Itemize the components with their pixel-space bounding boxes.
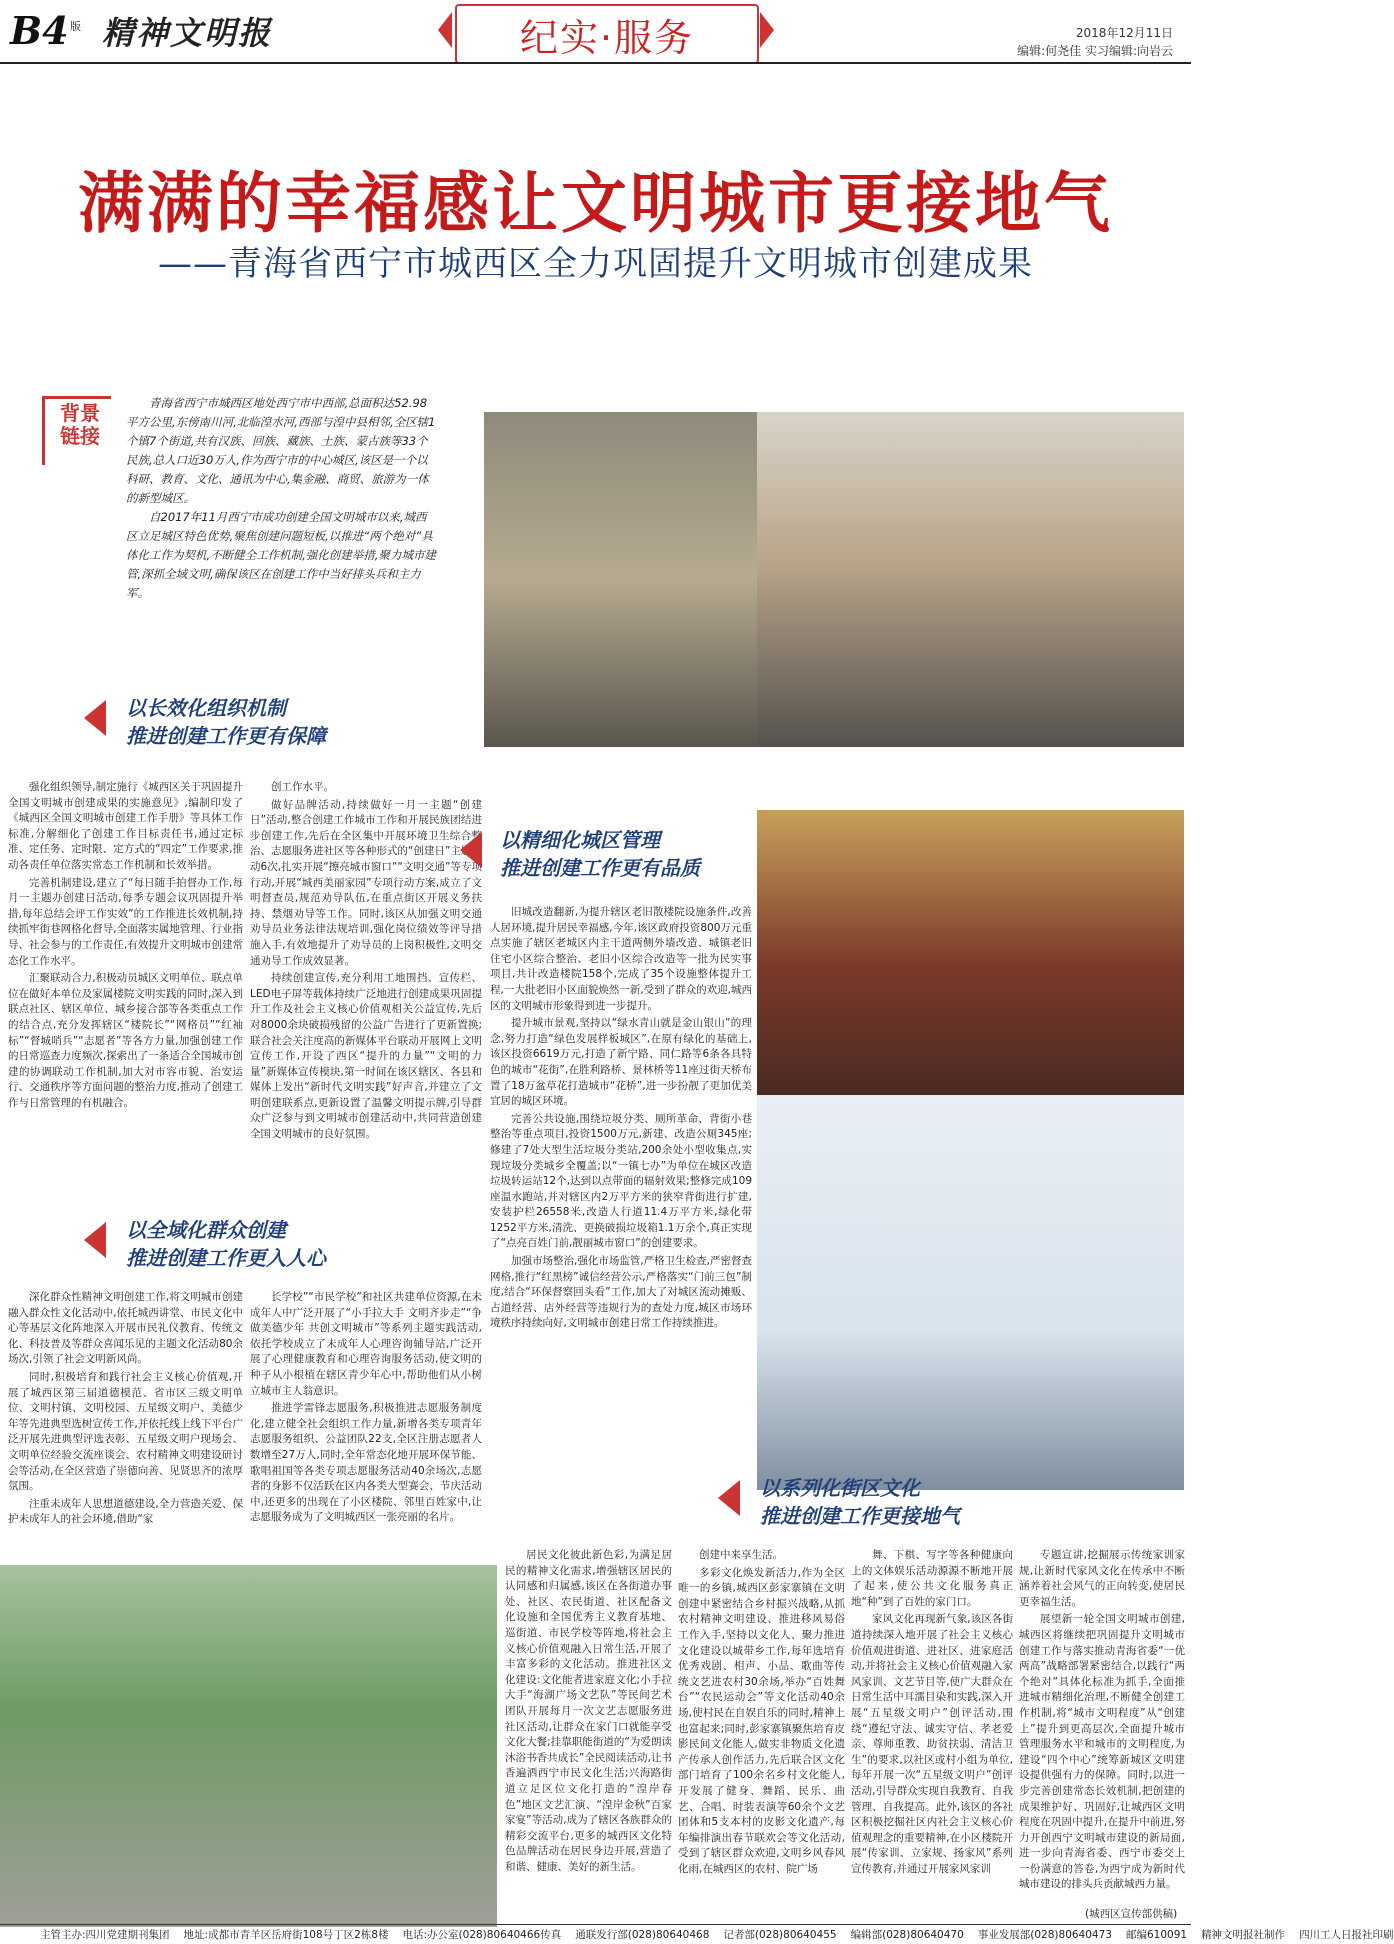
sec4-col2 [678,1548,845,1920]
paragraph: 多彩文化焕发新活力,作为全区唯一的乡镇,城西区彭家寨镇在文明创建中紧密结合乡村振兴战略,从抓农村精神文明建设、推进移风易俗工作入手,坚持以文化人、聚力推进文化建设以城带乡工作,每年选培育优秀戏剧、相声、小品、歌曲等传统文艺进农村30余场,举办“百姓舞台”“农民运动会”等文化活动40余场,使村民在自娱自乐的同时,精神上也富起来;同时,彭家寨镇聚焦培育皮影民间文化能人,做实非物质文化遗产传承人创作活力,先后联合区文化部门培育了100余名乡村文化能人,开发展了健身、舞蹈、民乐、曲艺、合唱、时装表演等60余个文艺团体和5支本村的皮影文化遗产,每年编排演出春节联欢会等文化活动,受到了辖区群众欢迎,文明乡风春风化雨,在城西区的农村、院广场 [678,1566,845,1875]
subtitle: ——青海省西宁市城西区全力巩固提升文明城市创建成果 [158,244,1033,284]
footer-item: 四川工人日报社印刷 [1299,1929,1394,1941]
sec1-col1 [8,780,243,1265]
paragraph: 加强市场整治,强化市场监管,严格卫生检查,严密督查网格,推行“红黑榜”诚信经营公示,严格落实“门前三包”制度,结合“环保督察回头看”工作,加大了对城区流动摊贩、占道经营、店外经营等违规行为的查处力度,城区市场环境秩序持续向好,文明城市创建日常工作持续推进。 [490,1255,753,1330]
paragraph: 注重未成年人思想道德建设,全力营造关爱、保护未成年人的社会环境,借助“家 [8,1497,243,1526]
photo-stage-performance [757,810,1184,1095]
footer-item: 主管主办:四川党建期刊集团 [40,1929,170,1941]
subhead-1 [126,694,326,750]
left-triangle-icon [438,12,452,48]
footer-item: 编辑部(028)80640470 [850,1929,964,1941]
subhead-2 [500,826,700,882]
footer-item: 邮编610091 [1125,1929,1188,1941]
photo-workers-table [757,412,1184,747]
background-paragraph: 自2017年11月西宁市成功创建全国文明城市以来,城西区立足城区特色优势,聚焦创建问题短板,以推进“两个绝对”具体化工作为契机,不断健全工作机制,强化创建举措,聚力城市建管,深抓全域文明,确保该区在创建工作中当好排头兵和主力军。 [126,510,436,600]
paragraph: 深化群众性精神文明创建工作,将文明城市创建融入群众性文化活动中,依托城西讲堂、市民文化中心等基层文化阵地深入开展市民礼仪教育、传统文化、科技普及等群众喜闻乐见的主题文化活动80余场次,引领了社会文明新风尚。 [8,1291,243,1366]
sec2-col1 [490,905,752,1530]
paragraph: 提升城市景观,坚持以“绿水青山就是金山银山”的理念,努力打造“绿色发展样板城区”,在原有绿化的基础上,该区投资6619万元,打造了新宁路、同仁路等6条各具特色的城市“花街”,在胜利路桥、景林桥等11座过街天桥布置了18万盆草花打造城市“花桥”,进一步扮靓了更加优美宜居的城区环境。 [490,1017,752,1108]
paragraph: 舞、下棋、写字等各种健康向上的文体娱乐活动源源不断地开展了起来,使公共文化服务真正地“种”到了百姓的家门口。 [851,1549,1013,1608]
footer-item: 通联发行部(028)80640468 [575,1929,710,1941]
footer-item: 事业发展部(028)80640473 [977,1929,1112,1941]
sec3-col1 [8,1290,243,1560]
paragraph: 展望新一轮全国文明城市创建,城西区将继续把巩固提升文明城市创建工作与落实推动青海省委“一优两高”战略部署紧密结合,以践行“两个绝对”具体化标准为抓手,全面推进城市精细化治理,不断健全创建工作机制,将“城市文明程度”从“创建上”提升到更高层次,全面提升城市管理服务水平和城市的文明程度,为建设“四个中心”统筹新城区文明建设提供强有力的保障。同时,以进一步完善创建常态长效机制,把创建的成果维护好、巩固好,让城西区文明程度在巩固中提升,在提升中前进,努力开创西宁文明城市建设的新局面,进一步向青海省委、西宁市委交上一份满意的答卷,为西宁成为新时代城市建设的排头兵贡献城西力量。 [1019,1613,1185,1891]
paragraph: 推进学雷锋志愿服务,积极推进志愿服务制度化,建立健全社会组织工作力量,新增各类专项青年志愿服务组织、公益团队22支,全区注册志愿者人数增至27万人,同时,全年常态化地开展环保节能、歌唱祖国等各类专项志愿服务活动40余场次,志愿者的身影不仅活跃在区内各类大型赛会、节庆活动中,还更多的出现在了小区楼院、邻里百姓家中,让志愿服务成为了文明城西区一张亮丽的名片。 [250,1402,482,1524]
paragraph: 专题宣讲,挖掘展示传统家训家规,让新时代家风文化在传承中不断涵养着社会风气的正向转变,使居民更幸福生活。 [1019,1549,1185,1608]
paragraph: 同时,积极培育和践行社会主义核心价值观,开展了城西区第三届道德模范、省市区三级文明单位、文明村镇、文明校园、五星级文明户、美德少年等先进典型选树宣传工作,并依托线上线下平台广泛开展先进典型评选表彰、五星级文明户现场会、文明单位经验交流座谈会、农村精神文明建设研讨会等活动,在全区营造了崇德向善、见贤思齐的浓厚氛围。 [8,1370,243,1493]
red-arrow-icon [84,700,106,736]
subhead-line: 推进创建工作更入人心 [126,1246,326,1270]
subhead-line: 以系列化街区文化 [760,1476,920,1500]
section-banner: 纪实·服务 [455,4,759,64]
sec4-col4 [1019,1548,1185,1903]
subhead-line: 推进创建工作更有保障 [126,724,326,748]
photo-signature-wall [757,1095,1184,1490]
paragraph: 创工作水平。 [271,781,334,793]
header-rule [0,62,1191,64]
subhead-line: 推进创建工作更接地气 [760,1504,960,1528]
footer-item: 精神文明报社制作 [1201,1929,1286,1941]
sec3-col2 [250,1290,482,1560]
background-text [126,394,436,603]
issue-date: 2018年12月11日 [1075,26,1173,40]
red-arrow-icon [718,1480,740,1516]
paragraph: 汇聚联动合力,积极动员城区文明单位、联点单位在做好本单位及家属楼院文明实践的同时,深入到联点社区、辖区单位、城乡接合部等各类重点工作的结合点,充分发挥辖区“楼院长”“网格员”“红袖标”“督城哨兵”“志愿者”等各方力量,加强创建工作的日常巡查力度频次,探索出了一条适合全国城市创建的协调联动工作机制,加大对市容市貌、治安运行、交通秩序等方面问题的整治力度,推动了创建工作与日常管理的有机融合。 [8,972,243,1109]
subhead-line: 以长效化组织机制 [126,696,286,720]
paragraph: 持续创建宣传,充分利用工地围挡、宣传栏、LED电子屏等载体持续广泛地进行创建成果巩固提升工作及社会主义核心价值观相关公益宣传,先后对8000余块破损残留的公益广告进行了更新置换;联合社会关注度高的新媒体平台联动开展网上文明宣传工作,开设了西区“提升的力量”“文明的力量”新媒体宣传模块,第一时间在该区辖区、各县和媒体上发出“新时代文明实践”好声音,并建立了文明创建联系点,更新设置了温馨文明提示牌,引导群众广泛参与到文明城市创建活动中,共同营造创建全国文明城市的良好氛围。 [250,972,482,1141]
background-paragraph: 青海省西宁市城西区地处西宁市中西部,总面积达52.98平方公里,东傍南川河,北临湟水河,西部与湟中县相邻,全区辖1个镇7个街道,共有汉族、回族、藏族、土族、蒙古族等33个民族,总人口近30万人,作为西宁市的中心城区,该区是一个以科研、教育、文化、通讯为中心,集金融、商贸、旅游为一体的新型城区。 [126,396,436,505]
paragraph: 强化组织领导,制定施行《城西区关于巩固提升全国文明城市创建成果的实施意见》,编制印发了《城西区全国文明城市创建工作手册》等具体工作标准,分解细化了创建工作目标责任书,通过定标准、定任务、定时限、定方式的“四定”工作要求,推动各责任单位落实常态工作机制和长效举措。 [8,781,243,871]
subhead-line: 推进创建工作更有品质 [500,856,700,880]
footer [0,1924,1394,1944]
subhead-line: 以精细化城区管理 [500,828,660,852]
paragraph: 居民文化彼此新色彩,为满足居民的精神文化需求,增强辖区居民的认同感和归属感,该区在各街道办事处、社区、农民街道、社区配备文化设施和全国优秀主义教育基地、巡街道、市民学校等阵地,将社会主义核心价值观融入日常生活,开展了丰富多彩的文化活动。推进社区文化建设:文化能者进家庭文化;小手拉大手“海湖广场文艺队”等民间艺术团队开展每月一次文艺志愿服务进社区活动,让群众在家门口就能享受文化大餐;挂靠职能街道的“为爱朗读 沐浴书香共成长”全民阅读活动,让书香遍洒西宁市民文化生活;兴海路街道立足区位文化打造的“湟岸春色”地区文艺汇演、“湟岸金秋”百家家宴”等活动,成为了辖区各族群众的精彩交流平台,更多的城西区文化特色品牌活动在居民身边开展,营造了和谐、健康、美好的新生活。 [505,1549,672,1873]
red-arrow-icon [460,832,482,868]
subhead-4 [760,1474,960,1530]
paragraph: 长学校”“市民学校”和社区共建单位资源,在未成年人中广泛开展了“小手拉大手 文明齐步走”“争做美德少年 共创文明城市”等系列主题实践活动,依托学校成立了未成年人心理咨询辅导站,广泛开展了心理健康教育和心理咨询服务活动,使文明的种子从小根植在辖区青少年心中,帮助他们从小树立城市主人翁意识。 [250,1291,482,1397]
sec1-col2 [250,780,482,1265]
photo-cleanup-volunteers [0,1565,497,1927]
photo-volunteers-street [484,412,757,747]
paragraph: 旧城改造翻新,为提升辖区老旧散楼院设施条件,改善人居环境,提升居民幸福感,今年,该区政府投资800万元重点实施了辖区老城区内主干道两侧外墙改造、城镇老旧住宅小区综合整治、老旧小区综合改造等一批为民实事项目,共计改造楼院158个,完成了35个设施整体提升工程,一大批老旧小区面貌焕然一新,受到了群众的欢迎,城西区的文明城市形象得到进一步提升。 [490,906,753,1012]
paragraph: 家风文化再现新气象,该区各街道持续深入地开展了社会主义核心价值观进街道、进社区、进家庭活动,并将社会主义核心价值观融入家风家训、文艺节目等,使广大群众在日常生活中耳濡目染和实践,深入开展“五星级文明户”创评活动,围绕“遵纪守法、诚实守信、孝老爱亲、尊师重教、助贫扶弱、清洁卫生”的要求,以社区或村小组为单位,每年开展一次“五星级文明户”创评活动,引导群众实现自我教育、自我管理、自我提高。此外,该区的各社区积极挖掘社区内社会主义核心价值观理念的重要精神,在小区楼院开展“传家训、立家规、扬家风”系列宣传教育,并通过开展家风家训 [851,1613,1013,1875]
red-arrow-icon [84,1222,106,1258]
masthead: 精神文明报 [102,14,273,52]
signature: (城西区宣传部供稿) [1085,1908,1178,1920]
sec4-col1 [505,1548,672,1920]
sec4-col3 [851,1548,1013,1920]
paragraph: 做好品牌活动,持续做好一月一主题“创建日”活动,整合创建工作城市工作和开展民族团结进步创建工作,先后在全区集中开展环境卫生综合整治、志愿服务进社区等各种形式的“创建日”主题活动6次,扎实开展“擦亮城市窗口”“文明交通”等专项行动,开展“城西美丽家园”专项行动方案,成立了文明督查员,规范劝导队伍,在重点街区开展义务扶持、禁烟劝导等工作。同时,该区从加强文明交通劝导员业务法律法规培训,强化岗位绩效等评导措施入手,有效地提升了劝导员的上岗积极性,文明交通劝导工作成效显著。 [250,798,482,967]
footer-item: 记者部(028)80640455 [723,1929,837,1941]
page-number: B4 [10,8,69,53]
footer-item: 地址:成都市青羊区岳府街108号丁区2栋8楼 [183,1929,389,1941]
paragraph: 完善机制建设,建立了“每日随手拍督办工作,每月一主题办创建日活动,每季专题会议巩固提升举措,每年总结会评工作实效”的工作推进长效机制,持续抓牢街巷网格化督导,全面落实属地管理、行业指导、社会参与的工作责任,有效提升文明城市创建常态化工作水平。 [8,876,243,967]
paragraph: 创建中来享生活。 [699,1549,783,1561]
background-badge: 背景链接 [60,401,100,448]
editors: 编辑:何尧佳 实习编辑:向岩云 [1017,44,1173,58]
subhead-line: 以全域化群众创建 [126,1218,286,1242]
right-triangle-icon [760,12,774,48]
main-title: 满满的幸福感让文明城市更接地气 [78,165,1113,242]
subhead-3 [126,1216,326,1272]
footer-item: 电话:办公室(028)80640466传真 [402,1929,562,1941]
page-ban: 版 [70,20,81,33]
paragraph: 完善公共设施,围绕垃圾分类、厕所革命、背街小巷整治等重点项目,投资1500万元,新建、改造公厕345座;修建了7处大型生活垃圾分类站,200余处小型收集点,实现垃圾分类城乡全覆盖;以“一镇七办”为单位在城区改造垃圾转运站12个,达到以点带面的辐射效果;整修完成109座温水跑站,并对辖区内2万平方米的狭窄背街进行扩建,安装护栏26558米,改造人行道11.4万平方米,绿化带1252平方米,清洗、更换破损垃圾箱1.1万余个,真正实现了“点亮百姓门前,靓丽城市窗口”的创建要求。 [490,1112,752,1250]
